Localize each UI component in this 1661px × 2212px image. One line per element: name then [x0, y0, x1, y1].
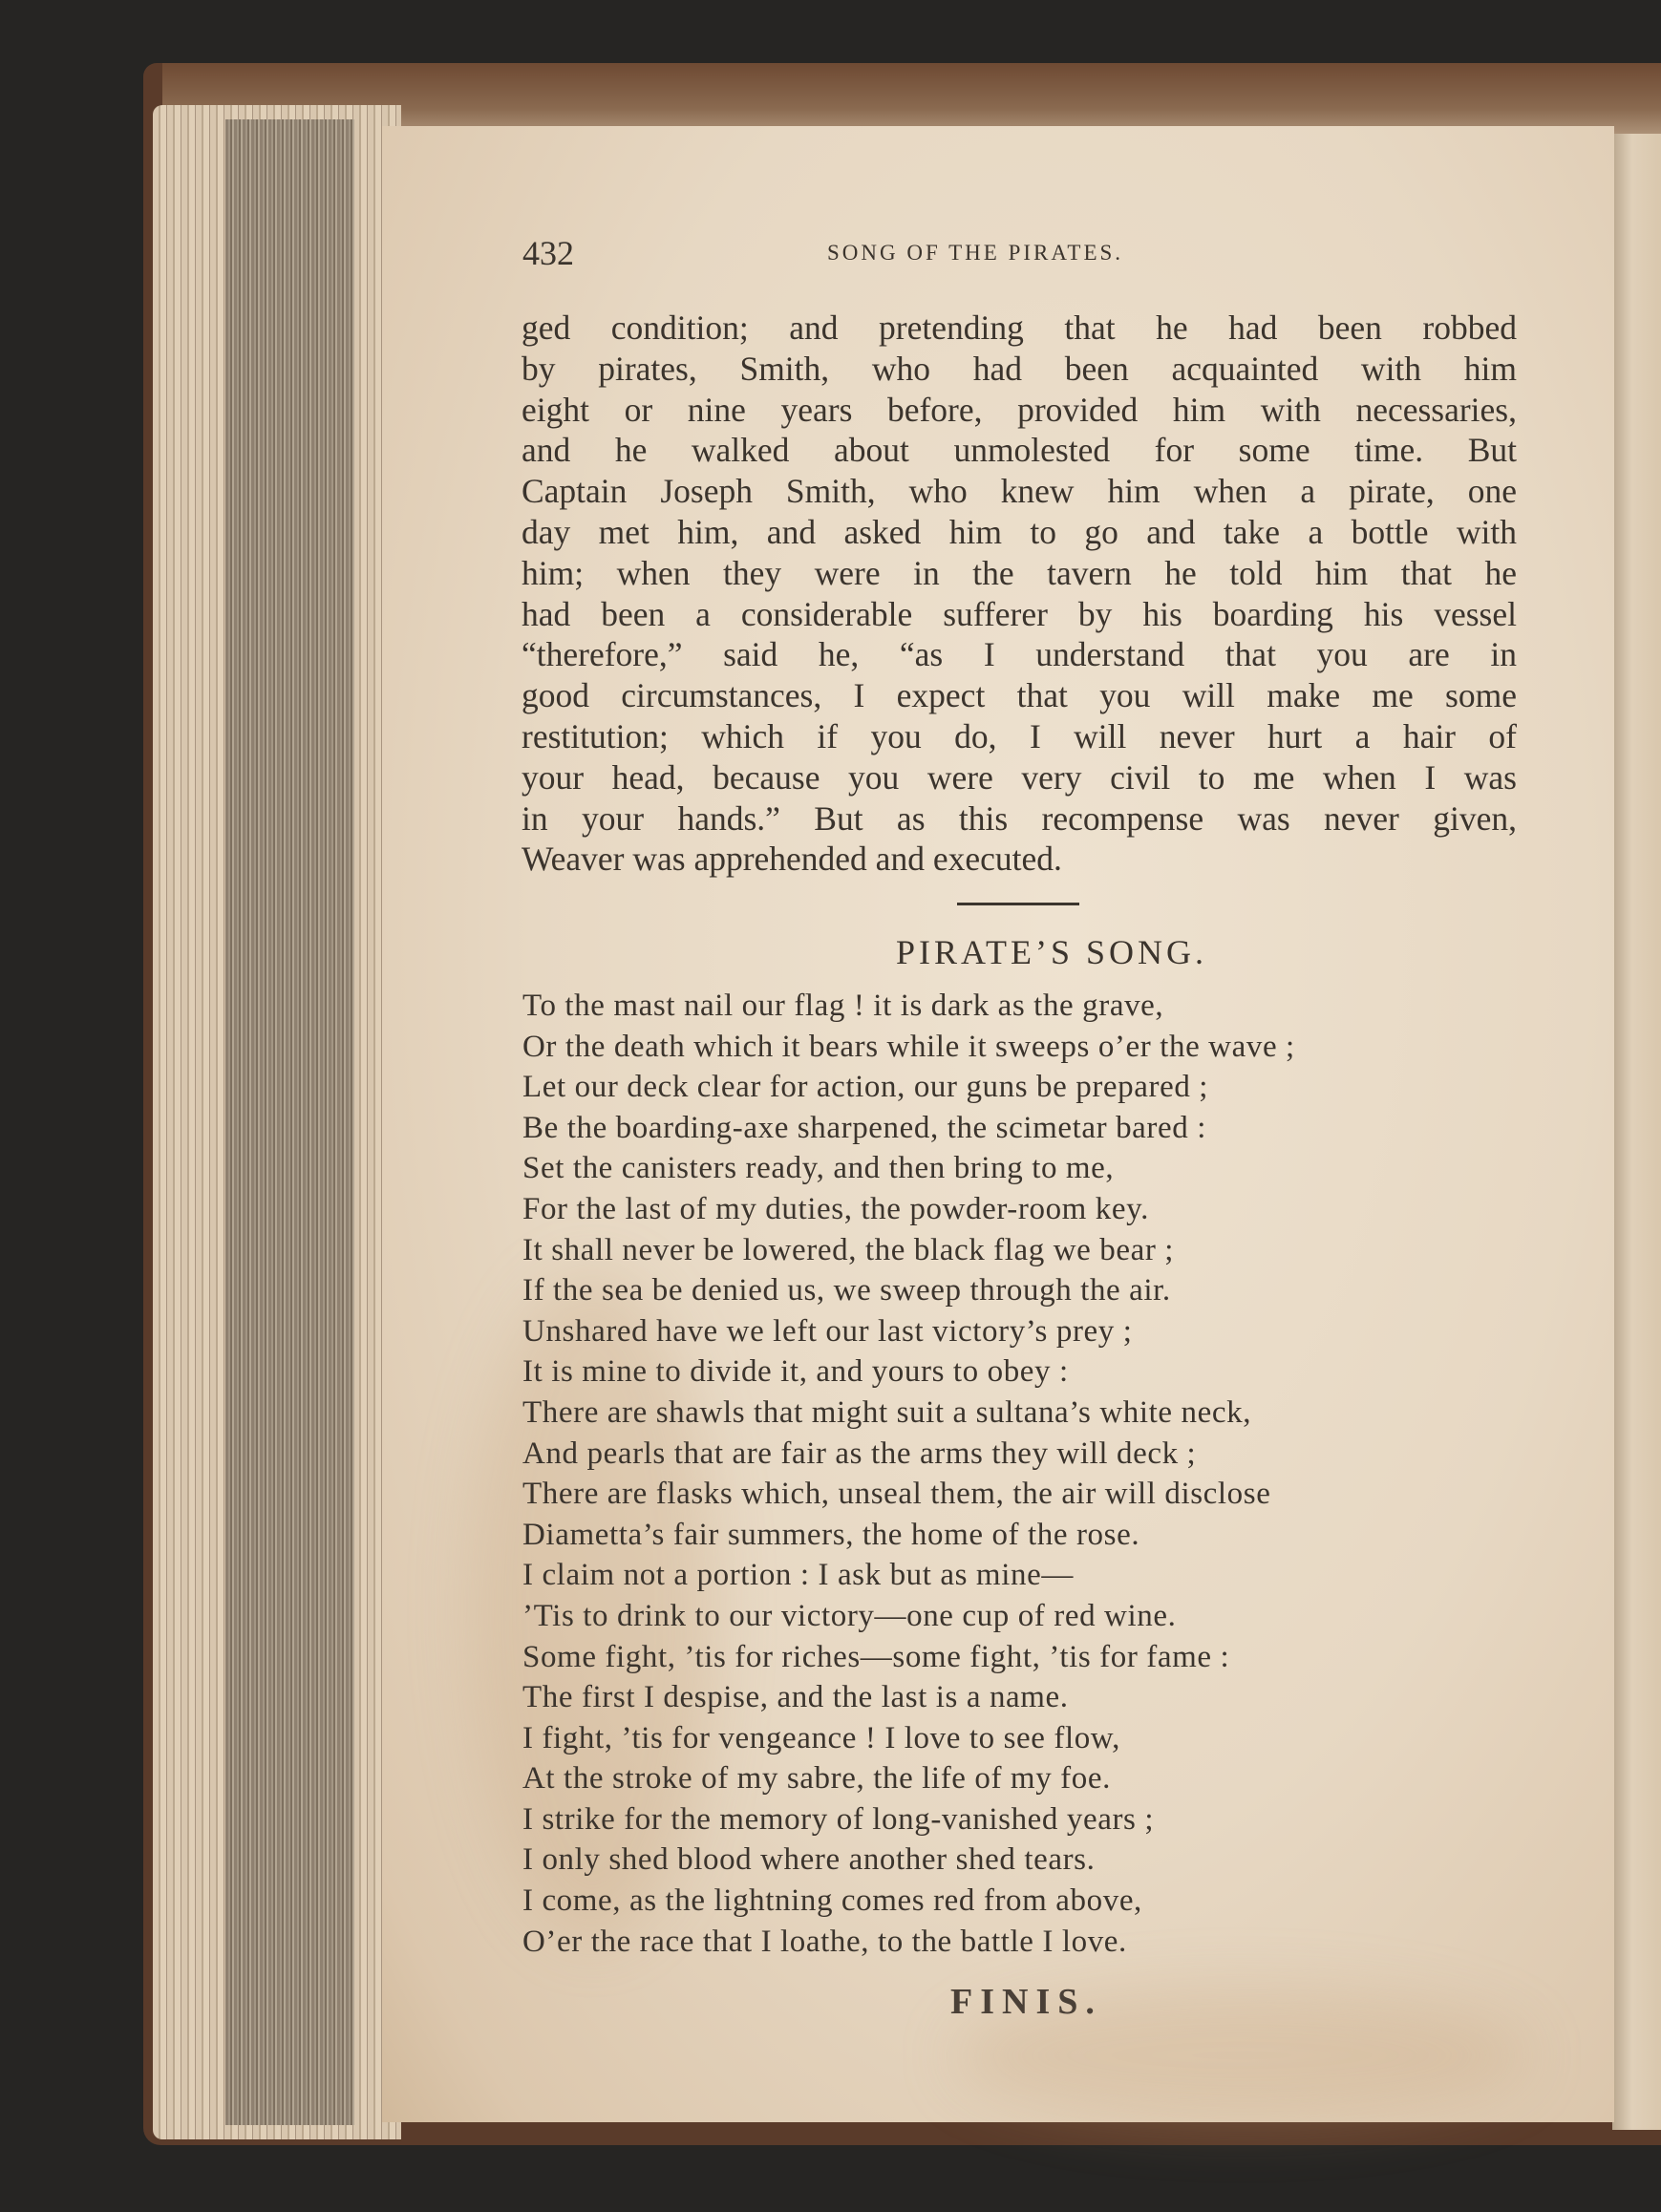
prose-line: ged condition; and pretending that he had been robbed: [522, 308, 1517, 347]
section-divider: [957, 903, 1079, 905]
poem-line: It shall never be lowered, the black flag we bear ;: [522, 1232, 1175, 1267]
song-title: PIRATE’S SONG.: [896, 933, 1208, 971]
prose-line: by pirates, Smith, who had been acquainted with him: [522, 349, 1517, 388]
prose-line: Weaver was apprehended and executed.: [522, 840, 1062, 879]
page-number: 432: [522, 234, 574, 272]
prose-line: eight or nine years before, provided him with necessaries,: [522, 390, 1517, 429]
poem-line: Be the boarding-axe sharpened, the scimetar bared :: [522, 1110, 1206, 1145]
prose-line: Captain Joseph Smith, who knew him when a pirate, one: [522, 472, 1517, 511]
prose-line: “therefore,” said he, “as I understand that you are in: [522, 635, 1517, 674]
prose-line: restitution; which if you do, I will never hurt a hair of: [522, 716, 1517, 755]
poem-line: For the last of my duties, the powder-room key.: [522, 1191, 1149, 1226]
poem-line: I claim not a portion : I ask but as mine—: [522, 1558, 1074, 1593]
poem-line: Set the canisters ready, and then bring to me,: [522, 1151, 1115, 1186]
poem-line: There are shawls that might suit a sultana’s white neck,: [522, 1394, 1252, 1430]
poem-line: I fight, ’tis for vengeance ! I love to see flow,: [522, 1720, 1120, 1755]
poem-line: If the sea be denied us, we sweep through the air.: [522, 1273, 1171, 1308]
poem-line: I only shed blood where another shed tears.: [522, 1842, 1096, 1878]
prose-paragraph: [522, 308, 1517, 880]
poem-line: At the stroke of my sabre, the life of my foe.: [522, 1761, 1111, 1797]
poem-line: Some fight, ’tis for riches—some fight, ’tis for fame :: [522, 1639, 1230, 1674]
poem-line: And pearls that are fair as the arms they will deck ;: [522, 1436, 1197, 1471]
poem-line: I strike for the memory of long-vanished years ;: [522, 1801, 1155, 1837]
poem-line: O’er the race that I loathe, to the battle I love.: [522, 1924, 1127, 1959]
poem-line: Let our deck clear for action, our guns be prepared ;: [522, 1070, 1209, 1105]
poem-line: Or the death which it bears while it sweeps o’er the wave ;: [522, 1029, 1295, 1064]
poem-line: ’Tis to drink to our victory—one cup of red wine.: [522, 1598, 1177, 1633]
running-title: SONG OF THE PIRATES.: [827, 241, 1124, 265]
prose-line: good circumstances, I expect that you will make me some: [522, 676, 1517, 715]
finis-label: FINIS.: [950, 1982, 1102, 2022]
prose-line: your head, because you were very civil to me when I was: [522, 757, 1517, 797]
poem-line: To the mast nail our flag ! it is dark as the grave,: [522, 989, 1164, 1023]
prose-line: in your hands.” But as this recompense was never given,: [522, 798, 1517, 838]
poem-line: The first I despise, and the last is a name.: [522, 1680, 1069, 1715]
poem-line: I come, as the lightning comes red from above,: [522, 1883, 1142, 1919]
prose-line: and he walked about unmolested for some time. But: [522, 431, 1517, 470]
poem-line: There are flasks which, unseal them, the air will disclose: [522, 1477, 1271, 1512]
poem-line: Diametta’s fair summers, the home of the rose.: [522, 1517, 1140, 1552]
facing-page-edge: [1612, 134, 1661, 2130]
prose-line: had been a considerable sufferer by his boarding his vessel: [522, 594, 1517, 633]
prose-line: him; when they were in the tavern he told him that he: [522, 553, 1517, 592]
prose-line: day met him, and asked him to go and take a bottle with: [522, 512, 1517, 551]
poem-line: It is mine to divide it, and yours to obey :: [522, 1354, 1069, 1390]
poem-line: Unshared have we left our last victory’s prey ;: [522, 1313, 1133, 1349]
page-edges-shadow: [225, 119, 354, 2125]
poem: [522, 986, 1295, 1962]
